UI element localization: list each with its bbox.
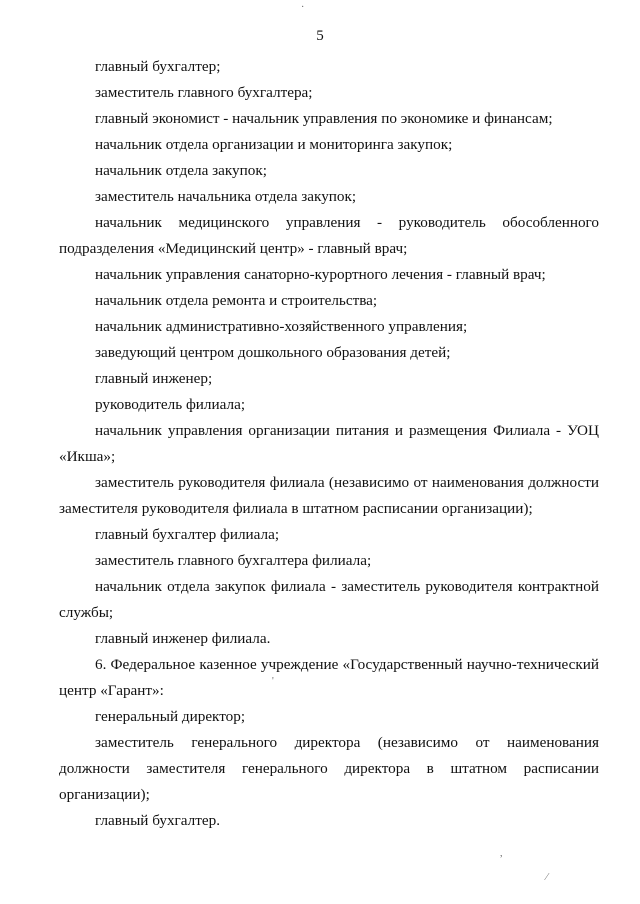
list-item: начальник административно-хозяйственного управления; bbox=[95, 318, 468, 335]
paragraph-food-head bbox=[59, 418, 599, 470]
paragraph-line: службы; bbox=[59, 604, 114, 621]
paragraph-line: начальник управления организации питания и размещения Филиала - УОЦ bbox=[95, 422, 599, 439]
paragraph-deputy-branch bbox=[59, 470, 599, 522]
list-item: заведующий центром дошкольного образования детей; bbox=[95, 344, 451, 361]
paragraph-gd-deputy bbox=[59, 730, 599, 808]
paragraph-line: заместителя руководителя филиала в штатном расписании организации); bbox=[59, 500, 533, 517]
scan-mark: ' bbox=[272, 676, 274, 687]
scan-mark: · bbox=[301, 2, 305, 13]
paragraph-line: организации); bbox=[59, 786, 150, 803]
paragraph-medical-head bbox=[59, 210, 599, 262]
paragraph-line: заместитель руководителя филиала (независимо от наименования должности bbox=[95, 474, 599, 491]
list-item: руководитель филиала; bbox=[95, 396, 246, 413]
list-item: главный бухгалтер; bbox=[95, 58, 221, 75]
list-item: заместитель главного бухгалтера; bbox=[95, 84, 313, 101]
list-item: главный бухгалтер филиала; bbox=[95, 526, 280, 543]
list-item: начальник отдела ремонта и строительства; bbox=[95, 292, 378, 309]
list-item: начальник отдела закупок; bbox=[95, 162, 267, 179]
scan-mark: ⁄ bbox=[546, 872, 548, 883]
list-item: заместитель начальника отдела закупок; bbox=[95, 188, 357, 205]
scan-mark: , bbox=[500, 848, 503, 859]
paragraph-line: 6. Федеральное казенное учреждение «Государственный научно-технический bbox=[95, 656, 599, 673]
page-number: 5 bbox=[316, 28, 324, 44]
paragraph-line: заместитель генерального директора (независимо от наименования bbox=[95, 734, 599, 751]
paragraph-line: начальник отдела закупок филиала - заместитель руководителя контрактной bbox=[95, 578, 599, 595]
list-item: главный инженер филиала. bbox=[95, 630, 271, 647]
list-item: главный бухгалтер. bbox=[95, 812, 220, 829]
list-item: начальник управления санаторно-курортного лечения - главный врач; bbox=[95, 266, 546, 283]
paragraph-line: «Икша»; bbox=[59, 448, 116, 465]
list-item: главный инженер; bbox=[95, 370, 213, 387]
paragraph-procurement bbox=[59, 574, 599, 626]
paragraph-line: подразделения «Медицинский центр» - главный врач; bbox=[59, 240, 408, 257]
list-item: генеральный директор; bbox=[95, 708, 246, 725]
paragraph-line: должности заместителя генерального директора в штатном расписании bbox=[59, 760, 599, 777]
list-item: начальник отдела организации и мониторинга закупок; bbox=[95, 136, 453, 153]
paragraph-line: начальник медицинского управления - руководитель обособленного bbox=[95, 214, 599, 231]
paragraph-line: центр «Гарант»: bbox=[59, 682, 164, 699]
list-item: главный экономист - начальник управления по экономике и финансам; bbox=[95, 110, 553, 127]
paragraph-garant bbox=[59, 652, 599, 704]
list-item: заместитель главного бухгалтера филиала; bbox=[95, 552, 372, 569]
